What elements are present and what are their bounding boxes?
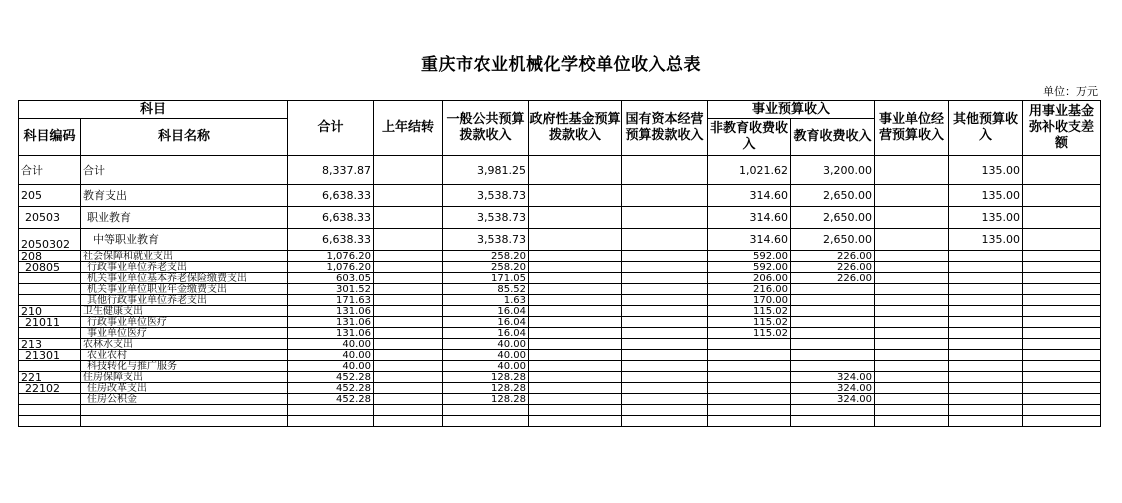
cell-code: 21301 <box>19 350 81 361</box>
cell-fund <box>1023 339 1101 350</box>
cell-state-capital <box>622 273 708 284</box>
cell-general: 16.04 <box>443 317 529 328</box>
cell-general: 3,981.25 <box>443 156 529 185</box>
header-edu-fee: 教育收费收入 <box>791 119 875 156</box>
cell-total: 131.06 <box>288 317 374 328</box>
table-body <box>19 156 1101 427</box>
cell-general: 1.63 <box>443 295 529 306</box>
cell-edu: 2,650.00 <box>791 185 875 207</box>
cell-other: 135.00 <box>949 185 1023 207</box>
cell-non-edu <box>708 372 791 383</box>
cell-non-edu: 115.02 <box>708 317 791 328</box>
cell-edu: 3,200.00 <box>791 156 875 185</box>
cell-fund <box>1023 405 1101 416</box>
cell-name: 职业教育 <box>81 207 288 229</box>
cell-operating <box>875 251 949 262</box>
cell-carryover <box>374 262 443 273</box>
cell-state-capital <box>622 306 708 317</box>
cell-fund <box>1023 262 1101 273</box>
cell-non-edu: 314.60 <box>708 207 791 229</box>
cell-code <box>19 273 81 284</box>
cell-general: 258.20 <box>443 262 529 273</box>
cell-other: 135.00 <box>949 207 1023 229</box>
cell-name: 卫生健康支出 <box>81 306 288 317</box>
cell-operating <box>875 383 949 394</box>
cell-other: 135.00 <box>949 156 1023 185</box>
cell-general: 3,538.73 <box>443 229 529 251</box>
cell-non-edu <box>708 339 791 350</box>
cell-fund <box>1023 251 1101 262</box>
cell-gov-fund <box>529 229 622 251</box>
cell-name: 农业农村 <box>81 350 288 361</box>
cell-gov-fund <box>529 361 622 372</box>
cell-other <box>949 339 1023 350</box>
cell-state-capital <box>622 328 708 339</box>
cell-general: 171.05 <box>443 273 529 284</box>
cell-non-edu <box>708 361 791 372</box>
header-other-budget-text: 其他预算收入 <box>953 112 1019 143</box>
table-row <box>19 306 1101 317</box>
cell-non-edu <box>708 405 791 416</box>
cell-code: 20805 <box>19 262 81 273</box>
cell-other <box>949 405 1023 416</box>
cell-other <box>949 306 1023 317</box>
cell-operating <box>875 328 949 339</box>
cell-operating <box>875 306 949 317</box>
header-code: 科目编码 <box>19 119 81 156</box>
cell-state-capital <box>622 383 708 394</box>
cell-operating <box>875 372 949 383</box>
cell-gov-fund <box>529 328 622 339</box>
cell-gov-fund <box>529 185 622 207</box>
cell-edu <box>791 416 875 427</box>
cell-total <box>288 405 374 416</box>
cell-gov-fund <box>529 394 622 405</box>
cell-non-edu: 115.02 <box>708 306 791 317</box>
cell-operating <box>875 229 949 251</box>
cell-edu <box>791 339 875 350</box>
cell-code: 210 <box>19 306 81 317</box>
header-general-budget <box>443 101 529 156</box>
cell-total: 452.28 <box>288 372 374 383</box>
cell-other <box>949 383 1023 394</box>
cell-state-capital <box>622 185 708 207</box>
cell-other <box>949 394 1023 405</box>
cell-total: 131.06 <box>288 306 374 317</box>
header-non-edu-fee: 非教育收费收入 <box>708 119 791 156</box>
table-row <box>19 207 1101 229</box>
cell-total: 40.00 <box>288 350 374 361</box>
table-row <box>19 251 1101 262</box>
table-row <box>19 156 1101 185</box>
cell-fund <box>1023 416 1101 427</box>
cell-code <box>19 416 81 427</box>
cell-name: 中等职业教育 <box>81 229 288 251</box>
cell-operating <box>875 207 949 229</box>
cell-total: 452.28 <box>288 394 374 405</box>
cell-non-edu: 206.00 <box>708 273 791 284</box>
cell-non-edu: 592.00 <box>708 262 791 273</box>
table-row <box>19 328 1101 339</box>
cell-fund <box>1023 361 1101 372</box>
cell-general: 3,538.73 <box>443 207 529 229</box>
cell-state-capital <box>622 394 708 405</box>
cell-fund <box>1023 156 1101 185</box>
cell-gov-fund <box>529 350 622 361</box>
cell-carryover <box>374 251 443 262</box>
cell-non-edu: 1,021.62 <box>708 156 791 185</box>
cell-edu: 2,650.00 <box>791 207 875 229</box>
cell-fund <box>1023 372 1101 383</box>
table-row <box>19 185 1101 207</box>
cell-edu: 226.00 <box>791 262 875 273</box>
cell-edu: 2,650.00 <box>791 229 875 251</box>
cell-other <box>949 372 1023 383</box>
cell-gov-fund <box>529 372 622 383</box>
cell-carryover <box>374 317 443 328</box>
cell-operating <box>875 273 949 284</box>
cell-name: 机关事业单位职业年金缴费支出 <box>81 284 288 295</box>
cell-total <box>288 416 374 427</box>
cell-operating <box>875 361 949 372</box>
cell-total: 1,076.20 <box>288 251 374 262</box>
cell-state-capital <box>622 262 708 273</box>
cell-gov-fund <box>529 156 622 185</box>
cell-operating <box>875 156 949 185</box>
cell-total: 452.28 <box>288 383 374 394</box>
cell-fund <box>1023 295 1101 306</box>
cell-fund <box>1023 394 1101 405</box>
cell-operating <box>875 339 949 350</box>
cell-general <box>443 416 529 427</box>
table-row <box>19 383 1101 394</box>
cell-gov-fund <box>529 295 622 306</box>
cell-edu <box>791 317 875 328</box>
table-row <box>19 416 1101 427</box>
cell-name: 科技转化与推广服务 <box>81 361 288 372</box>
header-operating <box>875 101 949 156</box>
table-row <box>19 229 1101 251</box>
cell-name: 其他行政事业单位养老支出 <box>81 295 288 306</box>
cell-fund <box>1023 328 1101 339</box>
header-carryover: 上年结转 <box>374 101 443 156</box>
cell-non-edu: 314.60 <box>708 185 791 207</box>
cell-carryover <box>374 372 443 383</box>
cell-non-edu <box>708 416 791 427</box>
cell-gov-fund <box>529 273 622 284</box>
cell-edu: 324.00 <box>791 394 875 405</box>
cell-general: 128.28 <box>443 394 529 405</box>
cell-name: 行政事业单位医疗 <box>81 317 288 328</box>
header-operating-text: 事业单位经营预算收入 <box>879 112 945 143</box>
cell-code: 22102 <box>19 383 81 394</box>
cell-total: 301.52 <box>288 284 374 295</box>
cell-non-edu: 216.00 <box>708 284 791 295</box>
cell-state-capital <box>622 339 708 350</box>
cell-name: 教育支出 <box>81 185 288 207</box>
header-other-budget <box>949 101 1023 156</box>
table-row <box>19 317 1101 328</box>
cell-edu <box>791 361 875 372</box>
cell-non-edu: 170.00 <box>708 295 791 306</box>
cell-operating <box>875 295 949 306</box>
header-general-budget-text: 一般公共预算拨款收入 <box>446 112 525 143</box>
report-title: 重庆市农业机械化学校单位收入总表 <box>421 55 701 75</box>
cell-general <box>443 405 529 416</box>
cell-name: 农林水支出 <box>81 339 288 350</box>
cell-state-capital <box>622 372 708 383</box>
cell-other <box>949 361 1023 372</box>
cell-code: 2050302 <box>19 229 81 251</box>
cell-state-capital <box>622 361 708 372</box>
cell-code: 213 <box>19 339 81 350</box>
cell-code <box>19 394 81 405</box>
cell-total: 6,638.33 <box>288 185 374 207</box>
cell-code: 21011 <box>19 317 81 328</box>
cell-general: 3,538.73 <box>443 185 529 207</box>
cell-operating <box>875 394 949 405</box>
cell-carryover <box>374 207 443 229</box>
cell-non-edu <box>708 394 791 405</box>
cell-fund <box>1023 317 1101 328</box>
cell-code <box>19 295 81 306</box>
cell-name: 住房保障支出 <box>81 372 288 383</box>
cell-fund <box>1023 350 1101 361</box>
cell-fund <box>1023 383 1101 394</box>
cell-other <box>949 350 1023 361</box>
header-state-capital-text: 国有资本经营预算拨款收入 <box>625 112 704 143</box>
cell-total: 171.63 <box>288 295 374 306</box>
cell-operating <box>875 262 949 273</box>
cell-name: 住房改革支出 <box>81 383 288 394</box>
cell-other <box>949 295 1023 306</box>
cell-carryover <box>374 394 443 405</box>
cell-code <box>19 328 81 339</box>
cell-total: 40.00 <box>288 361 374 372</box>
cell-code <box>19 361 81 372</box>
cell-carryover <box>374 339 443 350</box>
cell-state-capital <box>622 207 708 229</box>
cell-state-capital <box>622 416 708 427</box>
cell-operating <box>875 350 949 361</box>
cell-carryover <box>374 306 443 317</box>
cell-carryover <box>374 416 443 427</box>
table-row <box>19 262 1101 273</box>
table-row <box>19 295 1101 306</box>
cell-code: 205 <box>19 185 81 207</box>
table-row <box>19 394 1101 405</box>
cell-other <box>949 251 1023 262</box>
cell-gov-fund <box>529 251 622 262</box>
cell-gov-fund <box>529 306 622 317</box>
cell-edu <box>791 328 875 339</box>
cell-code: 合计 <box>19 156 81 185</box>
cell-other <box>949 262 1023 273</box>
cell-edu <box>791 405 875 416</box>
table-row <box>19 350 1101 361</box>
cell-operating <box>875 317 949 328</box>
cell-gov-fund <box>529 405 622 416</box>
cell-code: 20503 <box>19 207 81 229</box>
cell-non-edu: 115.02 <box>708 328 791 339</box>
cell-state-capital <box>622 405 708 416</box>
header-total: 合计 <box>288 101 374 156</box>
cell-code <box>19 405 81 416</box>
cell-general: 16.04 <box>443 328 529 339</box>
cell-total: 603.05 <box>288 273 374 284</box>
cell-edu: 324.00 <box>791 383 875 394</box>
cell-general: 40.00 <box>443 339 529 350</box>
cell-total: 6,638.33 <box>288 207 374 229</box>
cell-edu: 324.00 <box>791 372 875 383</box>
cell-carryover <box>374 156 443 185</box>
cell-name: 合计 <box>81 156 288 185</box>
cell-edu: 226.00 <box>791 251 875 262</box>
cell-general: 16.04 <box>443 306 529 317</box>
cell-name <box>81 416 288 427</box>
cell-code: 208 <box>19 251 81 262</box>
cell-gov-fund <box>529 317 622 328</box>
income-summary-table <box>18 100 1101 427</box>
cell-carryover <box>374 383 443 394</box>
cell-carryover <box>374 185 443 207</box>
cell-state-capital <box>622 350 708 361</box>
cell-other <box>949 284 1023 295</box>
cell-non-edu: 314.60 <box>708 229 791 251</box>
cell-carryover <box>374 405 443 416</box>
cell-carryover <box>374 284 443 295</box>
cell-general: 128.28 <box>443 383 529 394</box>
cell-edu <box>791 284 875 295</box>
header-subject: 科目 <box>19 101 288 119</box>
header-gov-fund <box>529 101 622 156</box>
cell-state-capital <box>622 229 708 251</box>
cell-gov-fund <box>529 284 622 295</box>
cell-name <box>81 405 288 416</box>
cell-fund <box>1023 284 1101 295</box>
cell-total: 131.06 <box>288 328 374 339</box>
cell-carryover <box>374 350 443 361</box>
cell-name: 住房公积金 <box>81 394 288 405</box>
header-business-budget: 事业预算收入 <box>708 101 875 119</box>
cell-total: 6,638.33 <box>288 229 374 251</box>
cell-general: 258.20 <box>443 251 529 262</box>
cell-carryover <box>374 295 443 306</box>
table-row <box>19 361 1101 372</box>
cell-operating <box>875 185 949 207</box>
cell-other: 135.00 <box>949 229 1023 251</box>
cell-fund <box>1023 185 1101 207</box>
cell-gov-fund <box>529 383 622 394</box>
cell-gov-fund <box>529 262 622 273</box>
cell-gov-fund <box>529 416 622 427</box>
cell-total: 40.00 <box>288 339 374 350</box>
cell-fund <box>1023 273 1101 284</box>
cell-state-capital <box>622 295 708 306</box>
header-gov-fund-text: 政府性基金预算拨款收入 <box>529 112 621 143</box>
cell-operating <box>875 284 949 295</box>
cell-carryover <box>374 361 443 372</box>
cell-state-capital <box>622 251 708 262</box>
cell-other <box>949 317 1023 328</box>
header-fund-balance-text: 用事业基金弥补收支差额 <box>1029 104 1095 151</box>
cell-other <box>949 273 1023 284</box>
cell-state-capital <box>622 284 708 295</box>
cell-edu: 226.00 <box>791 273 875 284</box>
cell-code: 221 <box>19 372 81 383</box>
cell-name: 事业单位医疗 <box>81 328 288 339</box>
unit-label: 单位：万元 <box>1043 85 1098 98</box>
cell-carryover <box>374 273 443 284</box>
cell-state-capital <box>622 317 708 328</box>
cell-other <box>949 416 1023 427</box>
header-name: 科目名称 <box>81 119 288 156</box>
cell-edu <box>791 350 875 361</box>
cell-general: 40.00 <box>443 361 529 372</box>
cell-fund <box>1023 207 1101 229</box>
cell-gov-fund <box>529 339 622 350</box>
cell-general: 40.00 <box>443 350 529 361</box>
cell-non-edu <box>708 350 791 361</box>
cell-edu <box>791 306 875 317</box>
cell-carryover <box>374 229 443 251</box>
table-row <box>19 273 1101 284</box>
table-row <box>19 284 1101 295</box>
cell-carryover <box>374 328 443 339</box>
cell-general: 128.28 <box>443 372 529 383</box>
cell-total: 1,076.20 <box>288 262 374 273</box>
header-state-capital <box>622 101 708 156</box>
cell-gov-fund <box>529 207 622 229</box>
cell-edu <box>791 295 875 306</box>
cell-state-capital <box>622 156 708 185</box>
cell-other <box>949 328 1023 339</box>
table-row <box>19 405 1101 416</box>
cell-name: 机关事业单位基本养老保险缴费支出 <box>81 273 288 284</box>
header-fund-balance <box>1023 101 1101 156</box>
table-row <box>19 372 1101 383</box>
table-row <box>19 339 1101 350</box>
cell-operating <box>875 416 949 427</box>
cell-general: 85.52 <box>443 284 529 295</box>
cell-fund <box>1023 306 1101 317</box>
cell-name: 行政事业单位养老支出 <box>81 262 288 273</box>
cell-code <box>19 284 81 295</box>
cell-non-edu <box>708 383 791 394</box>
cell-name: 社会保障和就业支出 <box>81 251 288 262</box>
cell-total: 8,337.87 <box>288 156 374 185</box>
cell-non-edu: 592.00 <box>708 251 791 262</box>
cell-operating <box>875 405 949 416</box>
cell-fund <box>1023 229 1101 251</box>
